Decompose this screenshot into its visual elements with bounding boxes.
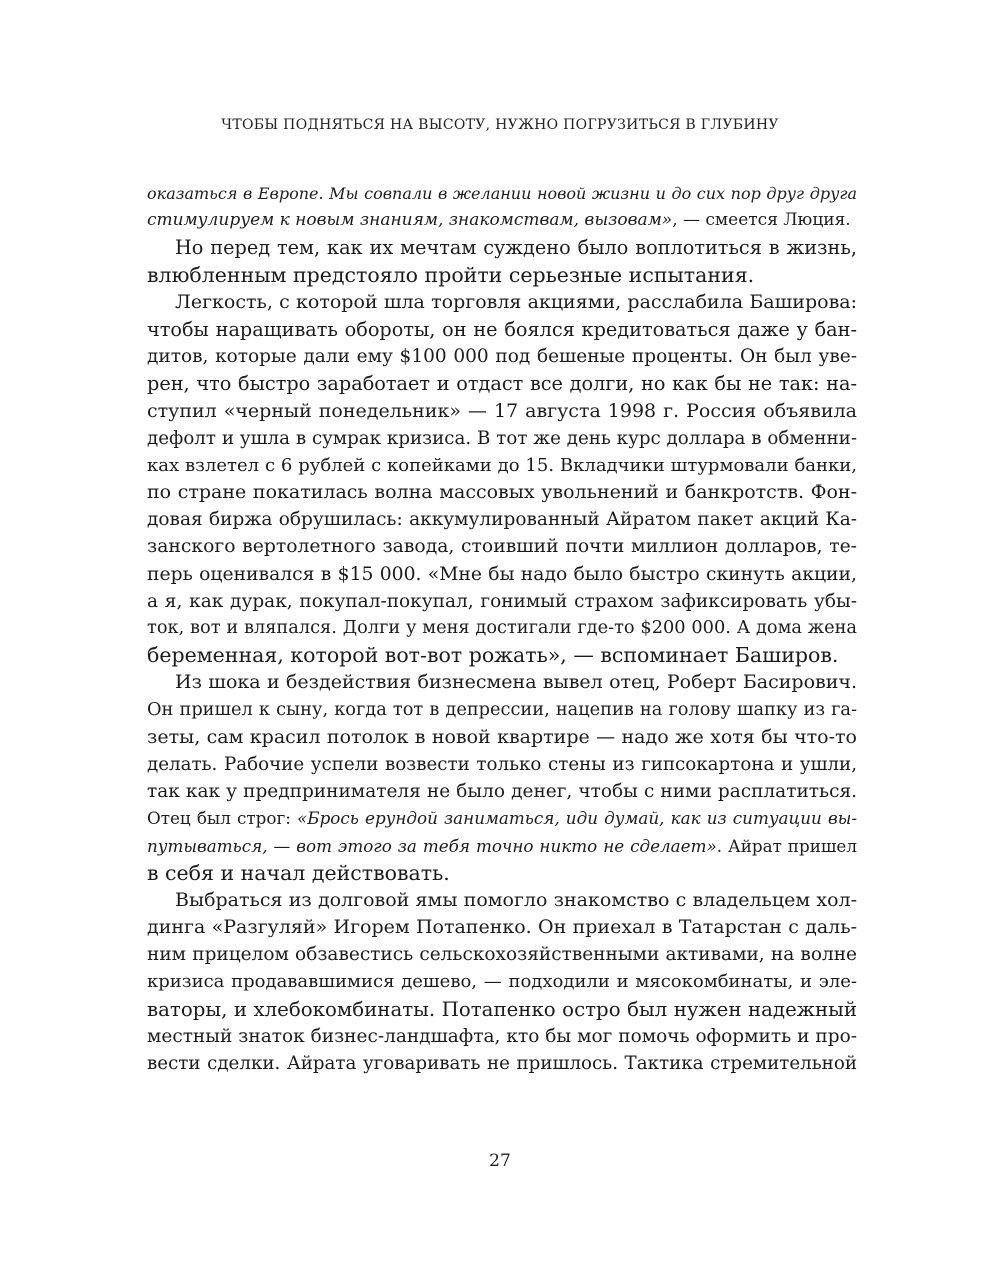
text-line (147, 207, 857, 234)
text-span: беременная, которой вот-вот рожать», — вспоминает Баширов. (147, 643, 839, 668)
text-span: динга «Разгуляй» Игорем Потапенко. Он приехал в Татарстан с даль- (147, 916, 857, 939)
text-span: , — смеется Люция. (672, 210, 851, 231)
text-span: кризиса продававшимися дешево, — подходили и мясокомбинаты, и эле- (147, 971, 857, 993)
text-line (147, 370, 857, 397)
text-line (147, 234, 857, 261)
text-line (147, 805, 857, 832)
text-line (147, 561, 857, 588)
text-line (147, 425, 857, 452)
text-span: ках взлетел с 6 рублей с копейками до 15. Вкладчики штурмовали банки, (147, 454, 857, 476)
text-span: Из шока и бездействия бизнесмена вывел отец, Роберт Басирович. (175, 671, 857, 694)
text-line (147, 724, 857, 751)
text-line (147, 452, 857, 479)
text-span: а я, как дурак, покупал-покупал, гонимый страхом зафиксировать убы- (147, 590, 857, 612)
text-span: ток, вот и вляпался. Долги у меня достигали где-то $200 000. А дома жена (147, 618, 857, 638)
text-span: . Айрат пришел (716, 835, 857, 856)
running-head: ЧТОБЫ ПОДНЯТЬСЯ НА ВЫСОТУ, НУЖНО ПОГРУЗИТЬСЯ В ГЛУБИНУ (221, 117, 779, 133)
text-line (147, 1023, 857, 1050)
text-line (147, 506, 857, 533)
text-line (147, 968, 857, 995)
text-span: делать. Рабочие успели возвести только стены из гипсокартона и ушли, (147, 753, 857, 775)
italic-quote: путываться, — вот этого за тебя точно никто не сделает» (147, 835, 717, 856)
text-span: Отец был строг: (147, 808, 298, 829)
text-span: Легкость, с которой шла торговля акциями, расслабила Баширова: (175, 290, 857, 313)
text-span: зеты, сам красил потолок в новой квартире — надо же хотя бы что-то (147, 725, 857, 748)
text-span: ним прицелом обзавестись сельскохозяйственными активами, на волне (147, 944, 857, 966)
text-span: вести сделки. Айрата уговаривать не пришлось. Тактика стремительной (147, 1053, 857, 1074)
italic-quote: оказаться в Европе. Мы совпали в желании новой жизни и до сих пор друг друга (147, 184, 857, 203)
text-span: рен, что быстро заработает и отдаст все долги, но как бы не так: на- (147, 372, 857, 396)
text-span: в себя и начал действовать. (147, 860, 450, 885)
text-span: ваторы, и хлебокомбинаты. Потапенко остро был нужен надежный (147, 997, 857, 1021)
text-line (147, 914, 857, 941)
italic-quote: «Брось ерундой заниматься, иди думай, как из ситуации вы- (297, 808, 857, 829)
text-line (147, 262, 857, 289)
text-line (147, 588, 857, 615)
text-line (147, 289, 857, 316)
text-line (147, 941, 857, 968)
text-line (147, 996, 857, 1023)
text-line (147, 887, 857, 914)
text-line (147, 860, 857, 887)
text-line (147, 642, 857, 669)
text-line (147, 533, 857, 560)
italic-quote: стимулируем к новым знаниям, знакомствам, вызовам» (147, 210, 673, 231)
text-line (147, 778, 857, 805)
text-line (147, 398, 857, 425)
text-span: влюбленным предстояло пройти серьезные испытания. (147, 262, 755, 287)
text-line (147, 669, 857, 696)
text-span: Он пришел к сыну, когда тот в депрессии, нацепив на голову шапку из га- (147, 699, 857, 720)
text-span: дитов, которые дали ему $100 000 под бешеные проценты. Он был уве- (147, 346, 857, 368)
page-number: 27 (489, 1151, 511, 1171)
text-line (147, 751, 857, 778)
text-span: перь оценивался в $15 000. «Мне бы надо было быстро скинуть акции, (147, 563, 857, 585)
text-span: довая биржа обрушилась: аккумулированный Айратом пакет акций Ка- (147, 509, 857, 531)
body-text (147, 180, 857, 1077)
text-line (147, 316, 857, 343)
text-line (147, 343, 857, 370)
text-span: дефолт и ушла в сумрак кризиса. В тот же день курс доллара в обменни- (147, 427, 857, 449)
text-span: чтобы наращивать обороты, он не боялся кредитоваться даже у бан- (147, 317, 857, 341)
text-span: Выбраться из долговой ямы помогло знакомство с владельцем хол- (175, 888, 857, 911)
text-span: так как у предпринимателя не было денег, чтобы с ними расплатиться. (147, 781, 857, 803)
text-line (147, 180, 857, 207)
text-span: Но перед тем, как их мечтам суждено было воплотиться в жизнь, (175, 236, 857, 260)
text-line (147, 615, 857, 642)
text-line (147, 697, 857, 724)
text-line (147, 1050, 857, 1077)
text-span: местный знаток бизнес-ландшафта, кто бы мог помочь оформить и про- (147, 1025, 857, 1047)
text-span: по стране покатилась волна массовых увольнений и банкротств. Фон- (147, 481, 857, 504)
text-span: ступил «черный понедельник» — 17 августа 1998 г. Россия объявила (147, 399, 857, 422)
text-line (147, 833, 857, 860)
text-line (147, 479, 857, 506)
text-span: занского вертолетного завода, стоивший почти миллион долларов, те- (147, 536, 857, 558)
